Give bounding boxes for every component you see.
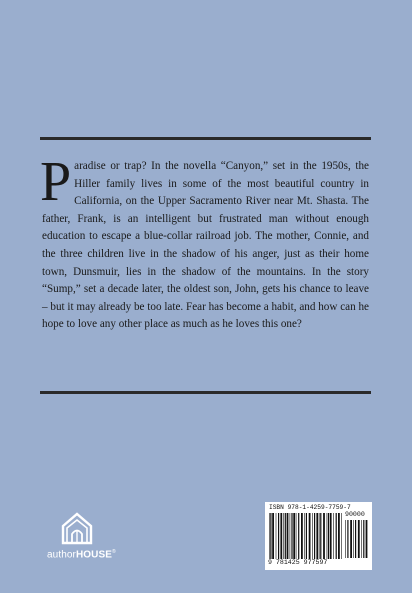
blurb-text: aradise or trap? In the novella “Canyon,” set in the 1950s, the Hiller family lives in some of the most beautiful country in California, on the Upper Sacramento River near Mt. Shasta. The father, Frank, is an intelligent but frustrated man without enough education to escape a blue-collar railroad job. The mother, Connie, and the three children live in the shadow of his anger, just as their home town, Dunsmuir, lies in the shadow of the mountains. In the story “Sump,” set a decade later, the oldest son, John, gets his chance to leave – but it may already be too late. Fear has become a habit, and how can he hope to love any other place as much as he loves this one? bbox=[42, 160, 369, 331]
publisher-name: authorHOUSE® bbox=[47, 549, 116, 561]
drop-cap: P bbox=[40, 151, 72, 213]
price-code: 90000 bbox=[345, 511, 365, 518]
ean-bars bbox=[269, 513, 343, 559]
authorhouse-logo-icon bbox=[61, 512, 93, 546]
addon-bars bbox=[345, 520, 368, 558]
barcode-digits: 9 781425 977597 bbox=[268, 559, 328, 566]
publisher-logo bbox=[45, 512, 120, 567]
bottom-rule bbox=[40, 391, 371, 394]
top-rule bbox=[40, 137, 371, 140]
isbn-label: ISBN 978-1-4259-7759-7 bbox=[269, 504, 351, 511]
back-cover-blurb bbox=[40, 151, 369, 334]
isbn-barcode bbox=[265, 502, 372, 570]
